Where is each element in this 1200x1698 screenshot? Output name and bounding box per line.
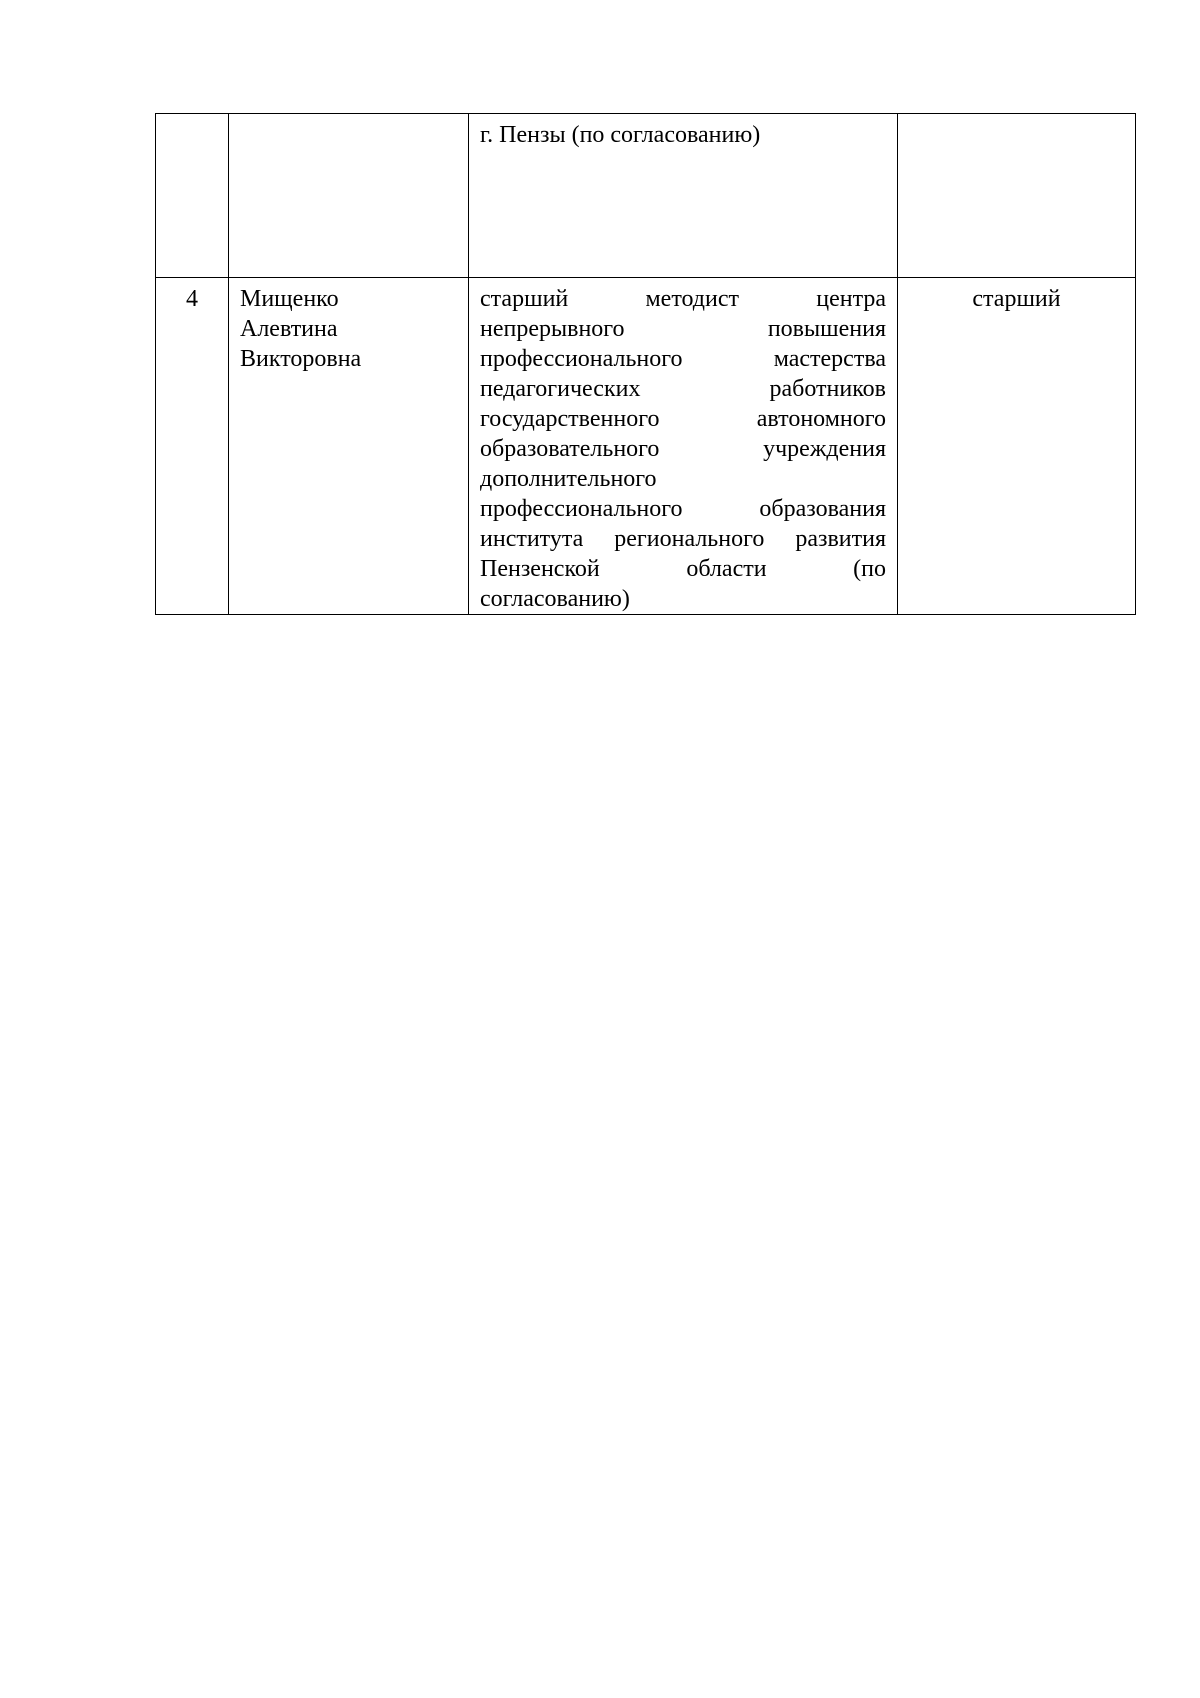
rank-cell: старший (898, 278, 1136, 615)
position-line: согласованию) (480, 586, 630, 612)
position-line: профессионального мастерства (480, 346, 886, 372)
table-row (156, 114, 1136, 278)
table-row (156, 278, 1136, 615)
first-name: Алевтина (240, 316, 338, 342)
position-line: образовательного учреждения (480, 436, 886, 462)
patronymic: Викторовна (240, 346, 362, 372)
position-line: педагогических работников (480, 376, 886, 402)
members-table (155, 113, 1136, 615)
position-cell (469, 278, 898, 615)
position-line: старший методист центра (480, 286, 886, 312)
row-number-cell (156, 114, 229, 278)
row-number-cell: 4 (156, 278, 229, 615)
position-line: института регионального развития (480, 526, 886, 552)
surname: Мищенко (240, 286, 339, 312)
position-cell (469, 114, 898, 278)
position-line: профессионального образования (480, 496, 886, 522)
full-name-cell (229, 114, 469, 278)
position-line: дополнительного (480, 466, 657, 492)
position-line: Пензенской области (по (480, 556, 886, 582)
rank-cell (898, 114, 1136, 278)
full-name-cell (229, 278, 469, 615)
position-line: г. Пензы (по согласованию) (480, 122, 761, 148)
position-line: непрерывного повышения (480, 316, 886, 342)
position-line: государственного автономного (480, 406, 886, 432)
